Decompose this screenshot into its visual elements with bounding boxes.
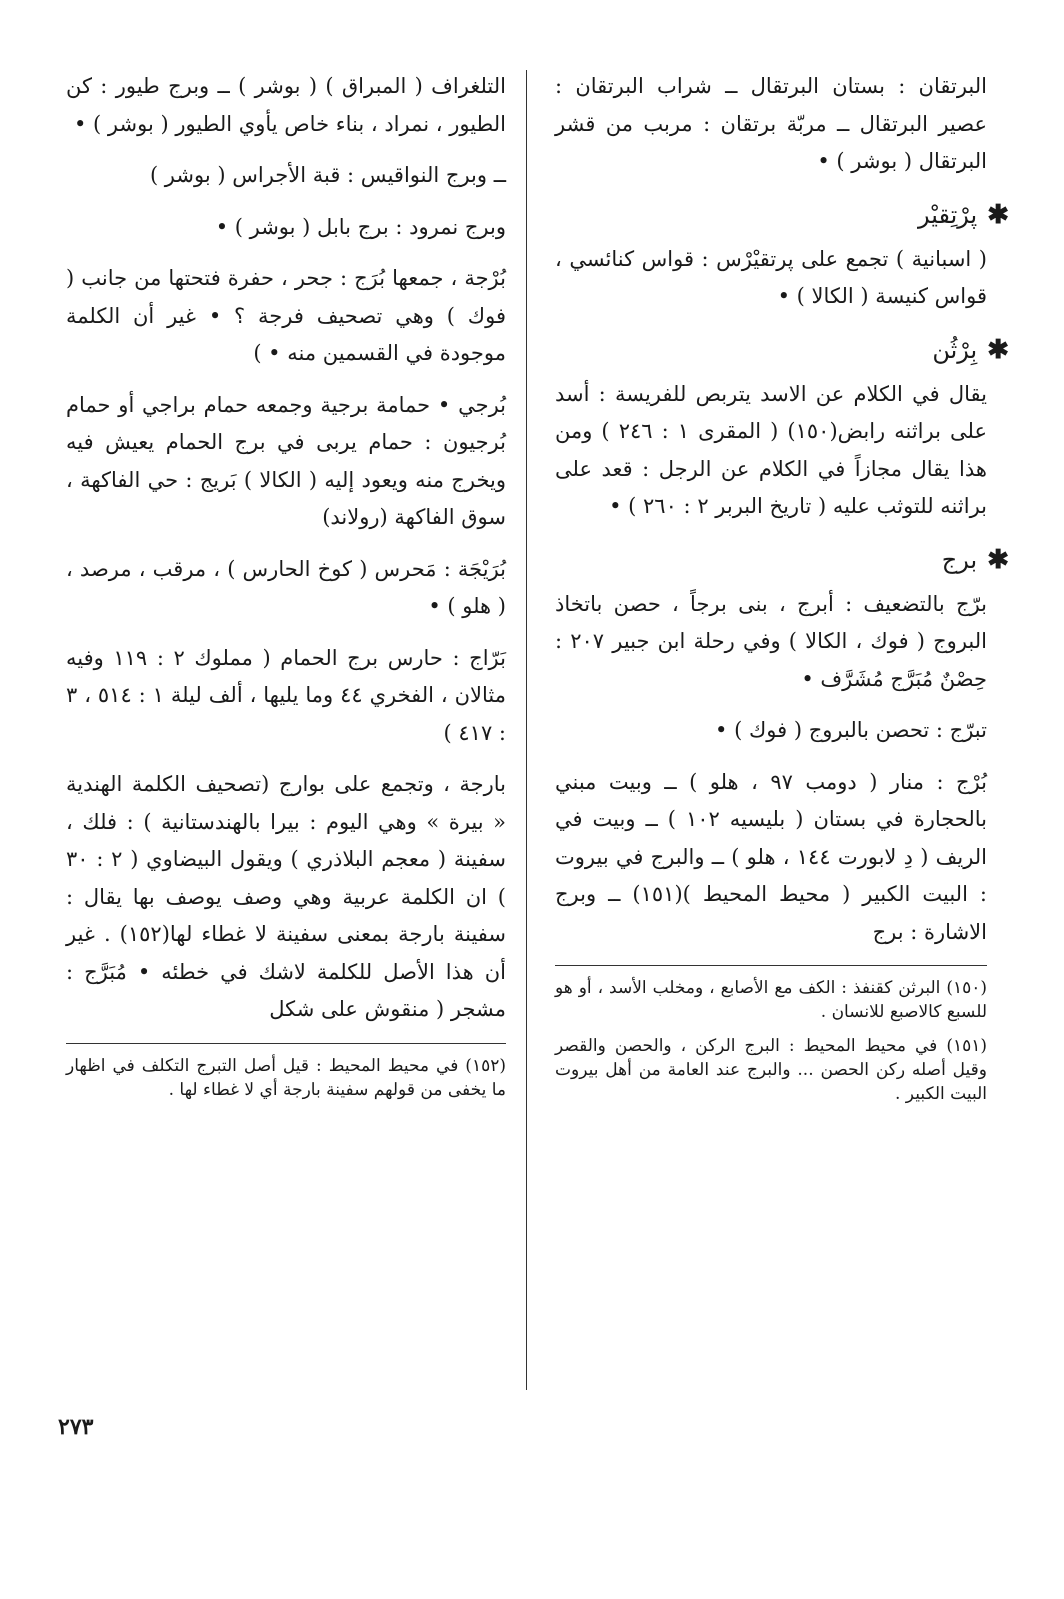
footnote: (١٥٠) البرثن كقنفذ : الكف مع الأصابع ، ومخلب الأسد ، أو هو للسبع كالاصبع للانسان .: [555, 978, 987, 1022]
footnote: (١٥١) في محيط المحيط : البرج الركن ، والحصن والقصر وقيل أصله ركن الحصن ... والبرج عند العامة من أهل بيروت البيت الكبير .: [555, 1036, 987, 1104]
entry-paragraph: ــ وبرج النواقيس : قبة الأجراس ( بوشر ): [149, 163, 506, 187]
footnote-rule: [66, 1043, 506, 1044]
entry-paragraph: بَرّاج : حارس برج الحمام ( مملوك ٢ : ١١٩ وفيه مثالان ، الفخري ٤٤ وما يليها ، ألف ليلة ١ : ٥١٤ ، ٣ : ٤١٧ ): [66, 645, 506, 745]
entry-paragraph: بارجة ، وتجمع على بوارج (تصحيف الكلمة الهندية « بيرة » وهي اليوم : بيرا بالهندستانية ) : فلك ، سفينة ( معجم البلاذري ) ويقول البيضاوي ( ٢ : ٣٠ ) ان الكلمة عربية وهي وصف يوصف بها يقال : سفينة بارجة بمعنى سفينة لا غطاء لها(١٥٢) . غير أن هذا الأصل للكلمة لاشك في خطئه • مُبَرَّج : مشجر ( منقوش على شكل: [66, 772, 506, 1021]
entry-paragraph: بُرْج : منار ( دومب ٩٧ ، هلو ) ــ وبيت مبني بالحجارة في بستان ( بليسيه ١٠٢ ) ــ وبيت في الريف ( دِ لابورت ١٤٤ ، هلو ) ــ والبرج في بيروت : البيت الكبير ( محيط المحيط )(١٥١) ــ وبرج الاشارة : برج: [555, 769, 988, 944]
footnote-rule: [555, 965, 987, 966]
entry-paragraph: وبرج نمرود : برج بابل ( بوشر ) •: [215, 214, 506, 239]
headword: بِرْثُن: [932, 335, 978, 364]
entry-paragraph: تبرّج : تحصن بالبروج ( فوك ) •: [715, 718, 987, 742]
entry-paragraph: بُرَيْجَة : مَحرس ( كوخ الحارس ) ، مرقب ، مرصد ، ( هلو ) •: [66, 556, 506, 618]
left-column: [66, 68, 506, 1112]
asterisk-icon: ✱: [987, 544, 1009, 575]
entry-heading: [555, 540, 1009, 580]
entry-paragraph: بُرجي • حمامة برجية وجمعه حمام براجي أو حمام بُرجيون : حمام يربى في برج الحمام يعيش فيه ويخرج منه ويعود إليه ( الكالا ) بَريج : حي الفاكهة ، سوق الفاكهة (رولاند): [66, 392, 506, 529]
footnote: (١٥٢) في محيط المحيط : قيل أصل التبرج التكلف في اظهار ما يخفى من قولهم سفينة بارجة أي لا غطاء لها .: [66, 1055, 506, 1100]
entry-paragraph: البرتقان : بستان البرتقال ــ شراب البرتقان : عصير البرتقال ــ مربّة برتقان : مربب من قشر البرتقال ( بوشر ) •: [555, 74, 987, 173]
column-divider: [526, 70, 527, 1390]
asterisk-icon: ✱: [987, 334, 1009, 365]
headword: پرْتِقيْر: [917, 200, 978, 229]
right-column: [555, 68, 1009, 1116]
page-number: ٢٧٣: [58, 1414, 94, 1440]
entry-paragraph: بُرْجة ، جمعها بُرَج : جحر ، حفرة فتحتها من جانب ( فوك ) وهي تصحيف فرجة ؟ • غير أن الكلمة موجودة في القسمين منه • ): [66, 266, 506, 365]
entry-paragraph: يقال في الكلام عن الاسد يتربص للفريسة : أسد على براثنه رابض(١٥٠) ( المقرى ١ : ٢٤٦ ) ومن هذا يقال مجازاً في الكلام عن الرجل : قعد على براثنه للتوثب عليه ( تاريخ البربر ٢ : ٢٦٠ ) •: [555, 381, 987, 518]
entry-paragraph: التلغراف ( المبراق ) ( بوشر ) ــ وبرج طيور : كن الطيور ، نمراد ، بناء خاص يأوي الطيور ( بوشر ) •: [66, 74, 506, 136]
entry-heading: [555, 195, 1009, 235]
entry-paragraph: ( اسبانية ) تجمع على پرتقيْرْس : قواس كنائسي ، قواس كنيسة ( الكالا ) •: [555, 246, 987, 308]
headword: برج: [941, 545, 978, 574]
asterisk-icon: ✱: [987, 199, 1009, 230]
entry-heading: [555, 330, 1009, 370]
entry-paragraph: برّج بالتضعيف : أبرج ، بنى برجاً ، حصن باتخاذ البروج ( فوك ، الكالا ) وفي رحلة ابن جبير ٢٠٧ : حِصْنٌ مُبَرَّج مُشَرَّف •: [555, 591, 987, 691]
